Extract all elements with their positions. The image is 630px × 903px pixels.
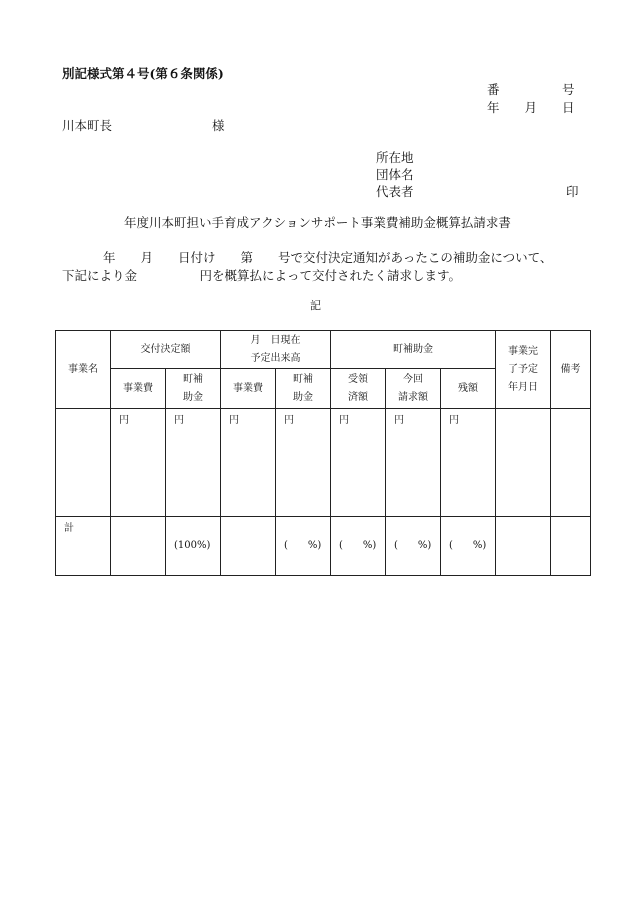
subheader-current bbox=[386, 369, 441, 409]
cell-completion-date[interactable] bbox=[496, 409, 551, 517]
header-remarks: 備考 bbox=[551, 331, 591, 409]
total-completion-date[interactable] bbox=[496, 517, 551, 576]
ki-mark: 記 bbox=[310, 299, 321, 312]
cell-yen-4: 円 bbox=[276, 409, 331, 517]
subheader-decision-cost: 事業費 bbox=[111, 369, 166, 409]
subheader-progress-cost: 事業費 bbox=[221, 369, 276, 409]
total-progress-subsidy-pct: ( %) bbox=[276, 517, 331, 576]
total-label: 計 bbox=[56, 517, 111, 576]
number-label: 番 号 bbox=[487, 82, 575, 97]
subheader-received bbox=[331, 369, 386, 409]
total-received-pct: ( %) bbox=[331, 517, 386, 576]
subheader-balance: 残額 bbox=[441, 369, 496, 409]
header-progress bbox=[221, 331, 331, 369]
applicant-group-label: 団体名 bbox=[376, 167, 414, 182]
header-progress-line1: 月 日現在 bbox=[250, 334, 301, 346]
total-progress-cost[interactable] bbox=[221, 517, 276, 576]
header-completion-line3: 年月日 bbox=[508, 381, 539, 393]
header-completion-line1: 事業完 bbox=[508, 345, 539, 357]
subheader-current-line1: 今回 bbox=[403, 373, 423, 385]
body-line-2: 下記により金 円を概算払によって交付されたく請求します。 bbox=[62, 268, 462, 283]
subheader-received-line1: 受領 bbox=[348, 373, 368, 385]
applicant-address-label: 所在地 bbox=[376, 150, 414, 165]
subheader-decision-subsidy bbox=[166, 369, 221, 409]
total-decision-cost[interactable] bbox=[111, 517, 166, 576]
document-title: 年度川本町担い手育成アクションサポート事業費補助金概算払請求書 bbox=[124, 215, 511, 230]
header-project: 事業名 bbox=[56, 331, 111, 409]
header-completion bbox=[496, 331, 551, 409]
subheader-progress-subsidy-line2: 助金 bbox=[293, 391, 313, 403]
cell-yen-2: 円 bbox=[166, 409, 221, 517]
date-label: 年 月 日 bbox=[487, 100, 575, 115]
seal-mark: 印 bbox=[566, 184, 579, 199]
header-completion-line2: 了予定 bbox=[508, 363, 539, 375]
cell-remarks[interactable] bbox=[551, 409, 591, 517]
subheader-progress-subsidy-line1: 町補 bbox=[293, 373, 313, 385]
total-balance-pct: ( %) bbox=[441, 517, 496, 576]
cell-yen-6: 円 bbox=[386, 409, 441, 517]
cell-yen-7: 円 bbox=[441, 409, 496, 517]
subheader-progress-subsidy bbox=[276, 369, 331, 409]
applicant-representative-label: 代表者 bbox=[376, 184, 414, 199]
header-grant-decision: 交付決定額 bbox=[111, 331, 221, 369]
cell-yen-3: 円 bbox=[221, 409, 276, 517]
claim-table bbox=[55, 330, 591, 576]
cell-project-name[interactable] bbox=[56, 409, 111, 517]
form-id: 別記様式第４号(第６条関係) bbox=[62, 66, 224, 81]
total-current-pct: ( %) bbox=[386, 517, 441, 576]
total-decision-subsidy-pct: (100%) bbox=[166, 517, 221, 576]
cell-yen-1: 円 bbox=[111, 409, 166, 517]
addressee: 川本町長 様 bbox=[62, 118, 225, 133]
subheader-decision-subsidy-line2: 助金 bbox=[183, 391, 203, 403]
subheader-current-line2: 請求額 bbox=[398, 391, 428, 403]
subheader-decision-subsidy-line1: 町補 bbox=[183, 373, 203, 385]
header-town-subsidy: 町補助金 bbox=[331, 331, 496, 369]
body-line-1: 年 月 日付け 第 号で交付決定通知があったこの補助金について、 bbox=[103, 250, 553, 265]
cell-yen-5: 円 bbox=[331, 409, 386, 517]
header-progress-line2: 予定出来高 bbox=[250, 352, 301, 364]
total-remarks[interactable] bbox=[551, 517, 591, 576]
subheader-received-line2: 済額 bbox=[348, 391, 368, 403]
